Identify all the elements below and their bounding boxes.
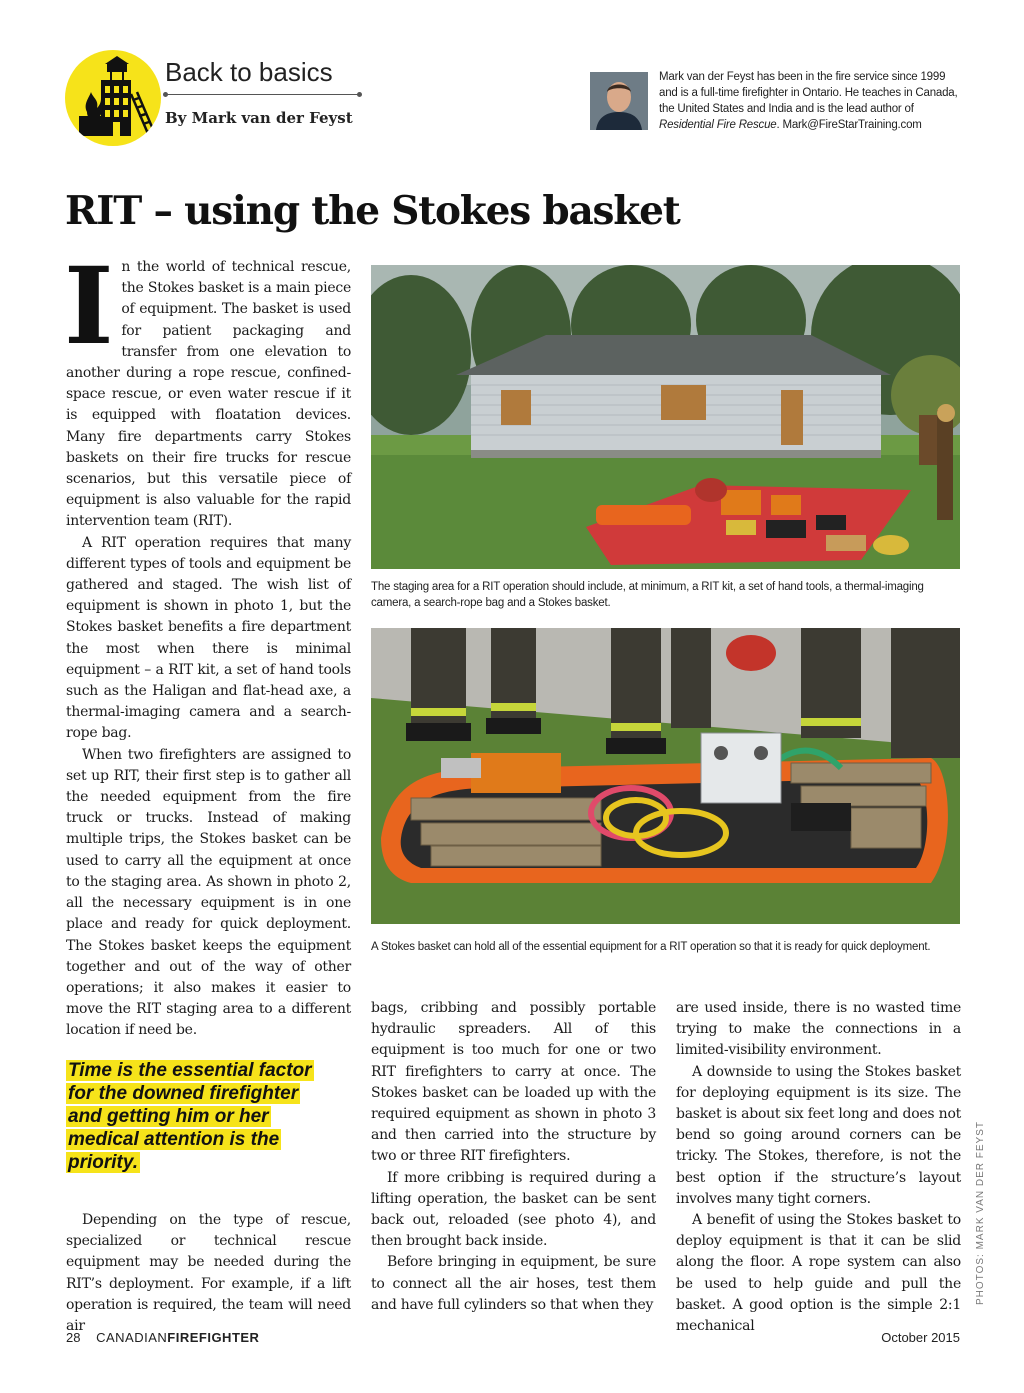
- book-title: Residential Fire Rescue: [659, 119, 777, 131]
- photo-1-caption: The staging area for a RIT operation should include, at minimum, a RIT kit, a set of hand tools, a thermal-imaging camera, a search-rope bag and a Stokes basket.: [371, 581, 924, 609]
- publication-name: CANADIANFIREFIGHTER: [96, 1330, 260, 1345]
- article-headline: RIT – using the Stokes basket: [65, 188, 680, 234]
- paragraph-5: If more cribbing is required during a lifting operation, the basket can be sent back out, reloaded (see photo 4), and then brought back inside.: [371, 1169, 656, 1250]
- photo-credit: PHOTOS: MARK VAN DER FEYST: [975, 1121, 986, 1305]
- stokes-basket-photo: [371, 628, 960, 924]
- drop-cap: I: [64, 243, 114, 368]
- paragraph-4-continued: bags, cribbing and possibly portable hydraulic spreaders. All of this equipment is too much for one or two RIT firefighters to carry at once. The Stokes basket can be loaded up with the required equipment as shown in photo 3 and then carried into the structure by two or three RIT firefighters.: [371, 1000, 656, 1165]
- paragraph-3: When two firefighters are assigned to set up RIT, their first step is to gather all the needed equipment from the fire truck or trucks. Instead of making multiple trips, the Stokes basket can be used to carry all the equipment at once to the staging area. As shown in photo 2, all the necessary equipment is in one place and ready for quick deployment. The Stokes basket keeps the equipment together and out of the way of other operations; it also makes it easier to move the RIT staging area to a different location if need be.: [66, 746, 351, 1039]
- paragraph-4: Depending on the type of rescue, specialized or technical rescue equipment may be needed during the RIT’s deployment. For example, if a lift operation is required, the team will need air: [66, 1212, 351, 1335]
- staging-area-photo: [371, 265, 960, 569]
- burning-building-icon: [65, 50, 161, 146]
- page-number: 28: [66, 1330, 81, 1345]
- photo-2-caption: A Stokes basket can hold all of the essential equipment for a RIT operation so that it is ready for quick deployment.: [371, 941, 931, 953]
- byline: By Mark van der Feyst: [165, 109, 353, 127]
- footer-left: [66, 1330, 259, 1345]
- section-divider: [165, 94, 360, 95]
- article-column-1: [64, 243, 351, 1042]
- pull-quote: Time is the essential factor for the downed firefighter and getting him or her medical attention is the priority.: [68, 1060, 312, 1173]
- paragraph-6-continued: are used inside, there is no wasted time trying to make the connections in a limited-visibility environment.: [676, 1000, 961, 1059]
- paragraph-2: A RIT operation requires that many different types of tools and equipment be gathered and staged. The wish list of equipment is shown in photo 1, but the Stokes basket benefits a fire department the most when there is minimal equipment – a RIT kit, a set of hand tools such as the Haligan and flat-head axe, a thermal-imaging camera and a search-rope bag.: [66, 534, 351, 742]
- article-column-1-bottom: [66, 1210, 351, 1337]
- author-bio: Mark van der Feyst has been in the fire service since 1999 and is a full-time firefighter in Ontario. He teaches in Canada, the United States and India and is the lead author of Residential Fire Rescue. Mark@FireStarTraining.com: [659, 71, 958, 131]
- section-title: Back to basics: [165, 57, 333, 87]
- paragraph-7: A downside to using the Stokes basket for deploying equipment is its size. The basket is about six feet long and does not bend so going around corners can be tricky. The Stokes, therefore, is not the best option if the structure’s layout involves many tight corners.: [676, 1063, 961, 1207]
- article-column-2: [371, 998, 656, 1316]
- section-logo: [65, 50, 161, 146]
- article-column-3: [676, 998, 961, 1337]
- author-photo: [590, 72, 648, 130]
- paragraph-8: A benefit of using the Stokes basket to deploy equipment is that it can be slid along the floor. A rope system can also be used to help guide and pull the basket. A good option is the simple 2:1 mechanical: [676, 1212, 961, 1335]
- paragraph-6: Before bringing in equipment, be sure to connect all the air hoses, test them and have full cylinders so that when they: [371, 1254, 656, 1313]
- issue-date: October 2015: [881, 1330, 960, 1345]
- paragraph-1: n the world of technical rescue, the Stokes basket is a main piece of equipment. The basket is used for patient packaging and transfer from one elevation to another during a rope rescue, confined-space rescue, or even water rescue if it is equipped with floatation devices. Many fire departments carry Stokes baskets on their fire trucks for rescue scenarios, but this versatile piece of equipment is also valuable for the rapid intervention team (RIT).: [66, 259, 351, 530]
